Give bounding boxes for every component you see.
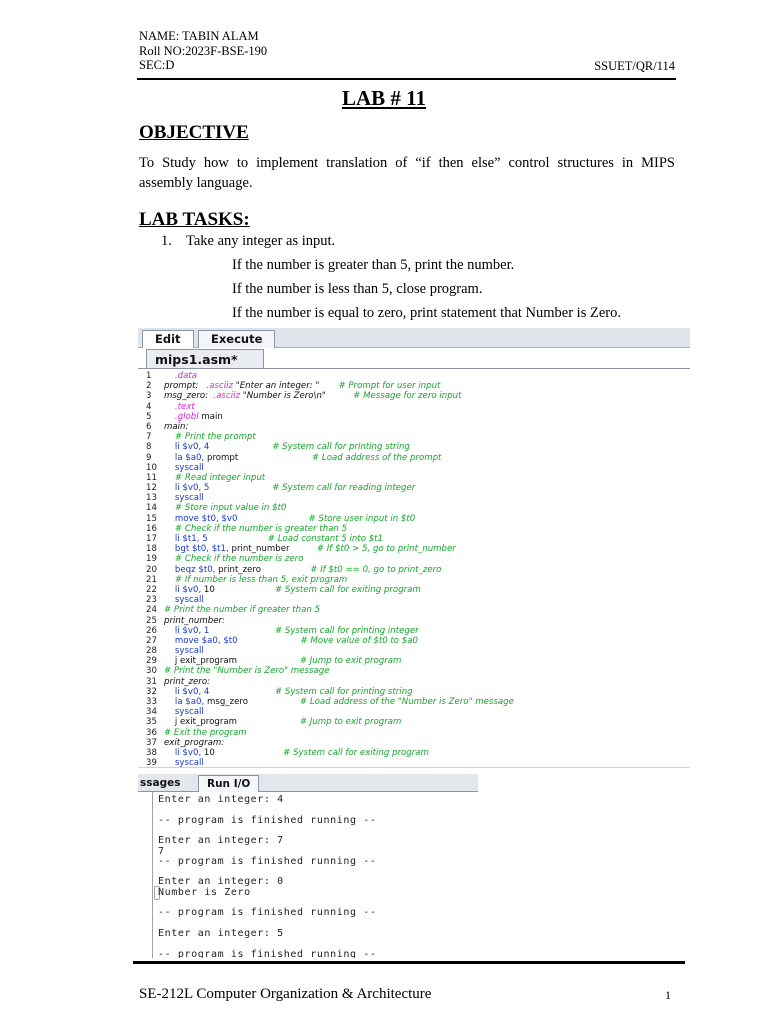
line-number: 17	[146, 534, 157, 544]
line-number: 4	[146, 401, 152, 412]
code-line	[138, 616, 690, 626]
code-token: main	[201, 411, 223, 422]
code-line	[138, 391, 690, 401]
code-text	[164, 748, 429, 758]
code-text	[164, 585, 421, 595]
code-line	[138, 554, 690, 564]
code-text	[164, 432, 256, 442]
tab-edit[interactable]: Edit	[142, 330, 194, 348]
code-token: # System call for printing string	[274, 686, 413, 697]
code-token: syscall	[164, 493, 204, 504]
roll-number: Roll NO:2023F-BSE-190	[139, 43, 268, 58]
line-number: 21	[146, 574, 157, 585]
code-line	[138, 717, 690, 727]
line-number: 23	[146, 595, 157, 606]
code-token: # Store user input in $t0	[308, 513, 416, 524]
line-number: 5	[146, 411, 152, 422]
code-text	[164, 707, 204, 717]
code-token: li $v0, 4	[164, 686, 275, 697]
code-token: .globl	[164, 411, 202, 422]
code-token: # Jump to exit program	[299, 717, 402, 728]
code-token: li $v0, 5	[164, 483, 273, 494]
code-line	[138, 493, 690, 503]
lab-title: LAB # 11	[341, 86, 427, 110]
section: SEC:D	[139, 58, 175, 72]
code-token: # System call for exiting program	[274, 584, 421, 595]
code-token: syscall	[164, 595, 204, 606]
code-line	[138, 422, 690, 432]
line-number: 1	[146, 371, 152, 381]
code-text	[164, 595, 204, 605]
code-line	[138, 463, 690, 473]
code-line	[138, 646, 690, 656]
code-text	[164, 422, 188, 432]
code-line	[138, 503, 690, 513]
code-text	[164, 717, 401, 727]
code-text	[164, 483, 415, 493]
code-token: # If number is less than 5, exit program	[164, 574, 348, 585]
code-text	[164, 575, 347, 585]
code-token: # Print the "Number is Zero" message	[164, 666, 330, 677]
console-tab-bar	[138, 774, 478, 792]
line-number: 25	[146, 615, 157, 626]
page-number: 1	[665, 988, 671, 1002]
code-token: print_number	[231, 544, 317, 555]
code-line	[138, 728, 690, 738]
code-line	[138, 442, 690, 452]
code-token: # Load constant 5 into $t1	[267, 534, 383, 544]
line-number: 33	[146, 697, 157, 707]
line-number: 27	[146, 635, 157, 646]
line-number: 12	[146, 483, 157, 494]
line-number: 8	[146, 442, 152, 453]
code-line	[138, 534, 690, 544]
line-number: 9	[146, 452, 152, 463]
code-token: # Exit the program	[164, 727, 247, 738]
code-text	[164, 626, 419, 636]
code-text	[164, 554, 303, 564]
console-output[interactable]	[152, 792, 478, 958]
code-line	[138, 656, 690, 666]
line-number: 24	[146, 605, 157, 616]
console-line: -- program is finished running --	[158, 948, 377, 958]
code-text	[164, 544, 456, 554]
code-line	[138, 544, 690, 554]
objective-heading: OBJECTIVE	[139, 122, 249, 143]
code-text	[164, 677, 210, 687]
code-text	[164, 442, 410, 452]
code-line	[138, 453, 690, 463]
code-token: .asciiz	[206, 381, 236, 392]
code-text	[164, 391, 461, 401]
code-line	[138, 473, 690, 483]
code-token: beqz $t0,	[164, 564, 219, 575]
task-text: Take any integer as input.	[186, 233, 336, 249]
line-number: 34	[146, 707, 157, 718]
code-token: # Prompt for user input	[338, 381, 441, 392]
code-line	[138, 371, 690, 381]
file-tab-divider	[138, 368, 690, 369]
code-text	[164, 636, 418, 646]
line-number: 18	[146, 544, 157, 555]
console-line: Enter an integer: 4	[158, 794, 284, 805]
code-text	[164, 605, 320, 615]
code-token: move $t0, $v0	[164, 513, 309, 524]
code-text	[164, 371, 197, 381]
code-text	[164, 453, 441, 463]
code-token: "Number is Zero\n"	[242, 391, 354, 402]
code-token: msg_zero	[206, 697, 300, 707]
code-line	[138, 687, 690, 697]
code-token: j exit_program	[164, 656, 300, 667]
code-line	[138, 575, 690, 585]
task-number: 1.	[161, 233, 172, 249]
code-text	[164, 758, 204, 768]
code-token: print_zero:	[164, 676, 210, 687]
code-token: print_number:	[164, 615, 225, 626]
line-number: 22	[146, 584, 157, 595]
console-panel	[138, 774, 478, 958]
code-line	[138, 605, 690, 615]
line-number: 15	[146, 513, 157, 524]
code-token: bgt $t0, $t1,	[164, 544, 232, 555]
code-line	[138, 524, 690, 534]
line-number: 29	[146, 656, 157, 667]
footer-divider	[133, 961, 685, 964]
code-text	[164, 565, 441, 575]
code-text	[164, 524, 347, 534]
line-number: 7	[146, 432, 152, 443]
code-token: .data	[164, 371, 198, 381]
code-line	[138, 677, 690, 687]
line-number: 20	[146, 564, 157, 575]
code-text	[164, 503, 286, 513]
code-editor-screenshot	[138, 328, 690, 768]
line-number: 13	[146, 493, 157, 504]
code-token: # Read integer input	[164, 472, 266, 483]
task-condition: If the number is greater than 5, print the number.	[232, 257, 515, 273]
code-text	[164, 534, 383, 544]
line-number: 31	[146, 676, 157, 687]
line-number: 28	[146, 646, 157, 657]
code-text	[164, 687, 413, 697]
code-line	[138, 381, 690, 391]
code-token: prompt:	[164, 381, 207, 392]
code-line	[138, 636, 690, 646]
code-text	[164, 381, 440, 391]
code-token: # Move value of $t0 to $a0	[300, 635, 418, 646]
code-line	[138, 565, 690, 575]
code-token: # System call for reading integer	[272, 483, 416, 494]
tab-run-io[interactable]: Run I/O	[198, 775, 259, 792]
line-number: 35	[146, 717, 157, 728]
code-token: # Store input value in $t0	[164, 503, 287, 514]
line-number: 32	[146, 686, 157, 697]
code-token: # Load address of the prompt	[312, 452, 442, 463]
code-token: prompt	[206, 452, 312, 463]
code-token: # System call for exiting program	[283, 747, 429, 758]
code-line	[138, 402, 690, 412]
file-tab[interactable]: mips1.asm*	[146, 349, 264, 369]
code-token: # System call for printing string	[272, 442, 410, 453]
code-text	[164, 728, 247, 738]
code-token: .text	[164, 401, 195, 412]
code-line	[138, 697, 690, 707]
line-number: 14	[146, 503, 157, 514]
code-text	[164, 738, 224, 748]
console-line: -- program is finished running --	[158, 907, 377, 919]
code-token: # Print the prompt	[164, 432, 256, 443]
tab-messages[interactable]: ssages	[140, 777, 181, 789]
code-line	[138, 626, 690, 636]
header-divider	[137, 78, 676, 80]
code-token: li $v0, 4	[164, 442, 273, 453]
code-token: msg_zero:	[164, 391, 214, 402]
console-line: Number is Zero	[158, 886, 251, 898]
code-token: syscall	[164, 646, 204, 657]
code-line	[138, 707, 690, 717]
code-text	[164, 493, 204, 503]
code-token: # System call for printing integer	[274, 625, 419, 636]
code-token: # Check if the number is zero	[164, 554, 304, 565]
code-text	[164, 402, 195, 412]
code-line	[138, 748, 690, 758]
code-token: "Enter an integer: "	[235, 381, 339, 392]
code-line	[138, 483, 690, 493]
code-token: move $a0, $t0	[164, 635, 301, 646]
code-token: syscall	[164, 462, 204, 473]
lab-tasks-heading: LAB TASKS:	[139, 209, 250, 230]
code-token: li $v0,	[164, 584, 204, 595]
code-token: exit_program:	[164, 737, 225, 748]
code-line	[138, 514, 690, 524]
line-number: 3	[146, 391, 152, 402]
code-line	[138, 412, 690, 422]
code-token: main:	[164, 421, 189, 432]
code-token: li $v0,	[164, 747, 204, 758]
code-token: # Load address of the "Number is Zero" message	[299, 697, 514, 707]
code-line	[138, 758, 690, 768]
code-text	[164, 473, 265, 483]
line-number: 6	[146, 421, 152, 432]
code-text	[164, 697, 514, 707]
console-line: -- program is finished running --	[158, 855, 377, 867]
code-token: la $a0,	[164, 452, 207, 463]
line-number: 36	[146, 727, 157, 738]
code-token: 10	[203, 747, 284, 758]
console-line: Enter an integer: 0	[158, 876, 284, 888]
line-number: 19	[146, 554, 157, 565]
objective-text: To Study how to implement translation of “if then else” control structures in MIPS assembly language.	[139, 155, 675, 191]
document-code: SSUET/QR/114	[594, 59, 675, 73]
code-token: .asciiz	[213, 391, 243, 402]
tab-execute[interactable]: Execute	[198, 330, 275, 348]
line-number: 11	[146, 472, 157, 483]
task-item	[161, 233, 335, 250]
code-area[interactable]	[138, 371, 690, 768]
code-token: j exit_program	[164, 717, 300, 728]
code-text	[164, 656, 401, 666]
console-line: Enter an integer: 7	[158, 835, 284, 847]
code-text	[164, 514, 415, 524]
course-title: SE-212L Computer Organization & Architecture	[139, 986, 432, 1002]
code-token: print_zero	[218, 564, 311, 575]
code-token: # Check if the number is greater than 5	[164, 523, 348, 534]
line-number: 16	[146, 523, 157, 534]
line-number: 30	[146, 666, 157, 677]
code-line	[138, 738, 690, 748]
code-line	[138, 432, 690, 442]
line-number: 10	[146, 462, 157, 473]
code-text	[164, 646, 204, 656]
code-token: li $t1, 5	[164, 534, 268, 544]
code-token: syscall	[164, 758, 204, 768]
task-condition: If the number is less than 5, close program.	[232, 281, 483, 297]
code-token: # Message for zero input	[353, 391, 462, 402]
student-info	[139, 29, 267, 73]
code-token: syscall	[164, 707, 204, 718]
line-number: 39	[146, 758, 157, 768]
editor-tab-bar	[138, 328, 690, 348]
code-line	[138, 666, 690, 676]
code-token: 10	[203, 584, 275, 595]
line-number: 38	[146, 747, 157, 758]
line-number: 37	[146, 737, 157, 748]
console-line: 7	[158, 845, 165, 857]
code-text	[164, 666, 330, 676]
code-token: # Jump to exit program	[299, 656, 402, 667]
line-number: 26	[146, 625, 157, 636]
code-text	[164, 463, 204, 473]
code-text	[164, 616, 225, 626]
line-number: 2	[146, 381, 152, 392]
code-token: # If $t0 == 0, go to print_zero	[310, 564, 442, 575]
code-token: # If $t0 > 5, go to print_number	[316, 544, 456, 555]
task-condition: If the number is equal to zero, print statement that Number is Zero.	[232, 305, 621, 321]
code-token: la $a0,	[164, 697, 207, 707]
console-line: Enter an integer: 5	[158, 927, 284, 939]
code-token: # Print the number if greater than 5	[164, 605, 321, 616]
student-name: NAME: TABIN ALAM	[139, 29, 259, 43]
code-token: li $v0, 1	[164, 625, 275, 636]
code-line	[138, 595, 690, 605]
code-line	[138, 585, 690, 595]
code-text	[164, 412, 223, 422]
console-line: -- program is finished running --	[158, 814, 377, 826]
